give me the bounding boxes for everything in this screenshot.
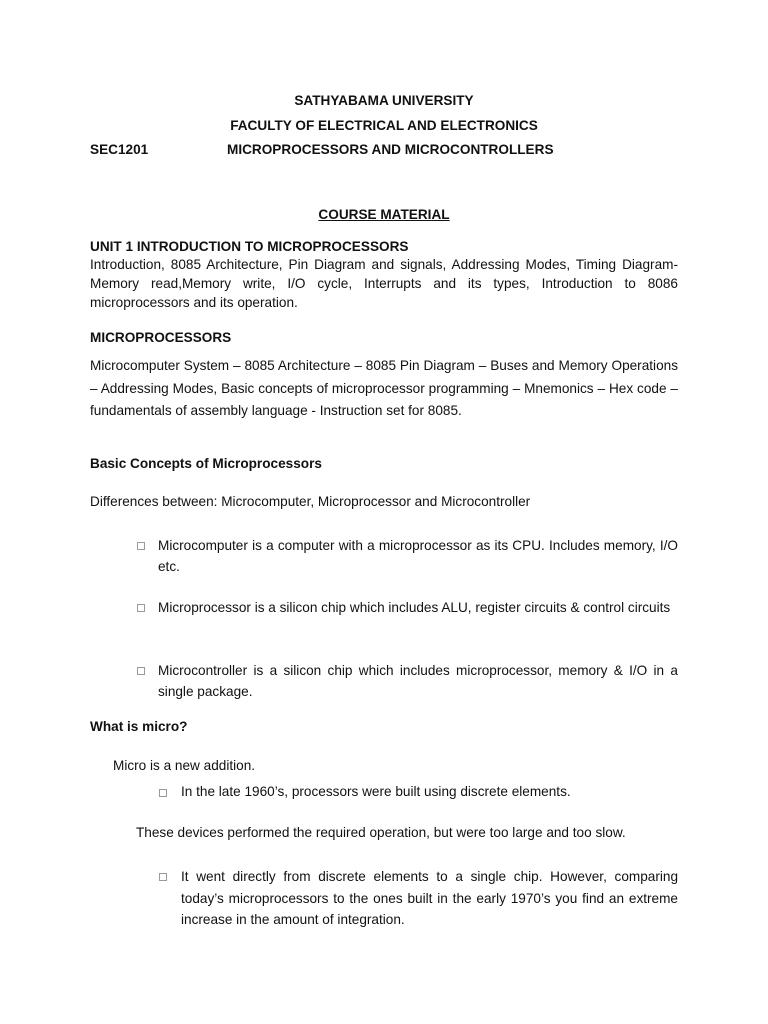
devices-line: These devices performed the required operation, but were too large and too slow. <box>136 825 626 840</box>
course-material-heading: COURSE MATERIAL <box>318 207 450 222</box>
microprocessors-heading: MICROPROCESSORS <box>90 330 232 345</box>
bullet-box-icon <box>159 873 167 881</box>
list-item-text: In the late 1960’s, processors were built using discrete elements. <box>181 784 571 799</box>
list-item-text: Microcontroller is a silicon chip which includes microprocessor, memory & I/O in a single package. <box>158 663 678 699</box>
course-title: MICROPROCESSORS AND MICROCONTROLLERS <box>227 142 554 157</box>
list-item-text: It went directly from discrete elements to a single chip. However, comparing today’s microprocessors to the ones built in the early 1970’s you find an extreme increase in the amount of integration. <box>181 869 678 927</box>
unit1-description: Introduction, 8085 Architecture, Pin Diagram and signals, Addressing Modes, Timing Diagram-Memory read,Memory write, I/O cycle, Interrupts and its types, Introduction to 8086 microprocessors and its operation. <box>90 257 678 310</box>
bullet-box-icon <box>137 667 145 675</box>
bullet-box-icon <box>137 542 145 550</box>
bullet-box-icon <box>159 789 167 797</box>
faculty-name: FACULTY OF ELECTRICAL AND ELECTRONICS <box>230 118 538 133</box>
course-code: SEC1201 <box>90 142 149 157</box>
differences-intro: Differences between: Microcomputer, Microprocessor and Microcontroller <box>90 494 531 509</box>
university-name: SATHYABAMA UNIVERSITY <box>294 93 474 108</box>
unit1-heading: UNIT 1 INTRODUCTION TO MICROPROCESSORS <box>90 239 409 254</box>
microprocessors-description: Microcomputer System – 8085 Architecture – 8085 Pin Diagram – Buses and Memory Operations – Addressing Modes, Basic concepts of microprocessor programming – Mnemonics – Hex code – fundamentals of assembly language - Instruction set for 8085. <box>90 358 678 418</box>
micro-intro-line: Micro is a new addition. <box>113 758 256 773</box>
basic-concepts-heading: Basic Concepts of Microprocessors <box>90 456 322 471</box>
what-is-micro-heading: What is micro? <box>90 719 188 734</box>
bullet-box-icon <box>137 604 145 612</box>
list-item-text: Microcomputer is a computer with a microprocessor as its CPU. Includes memory, I/O etc. <box>158 538 678 574</box>
list-item-text: Microprocessor is a silicon chip which includes ALU, register circuits & control circuits <box>158 600 671 615</box>
